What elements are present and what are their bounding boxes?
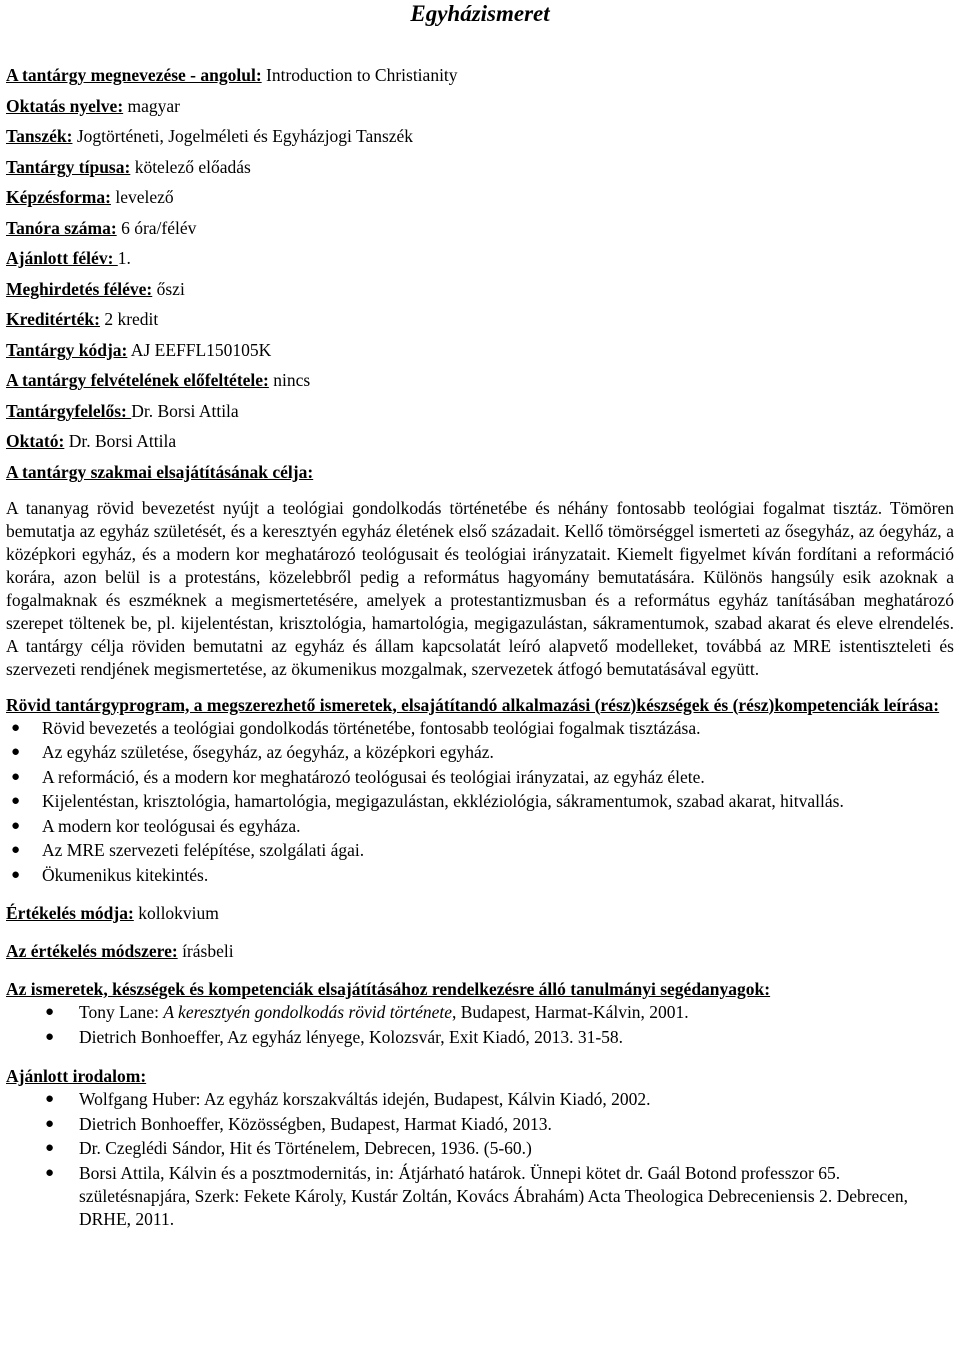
- list-item: ● A modern kor teológusai és egyháza.: [11, 815, 301, 836]
- list-item: ● Tony Lane: A keresztyén gondolkodás rövid története, Budapest, Harmat-Kálvin, 2001.: [45, 1002, 689, 1022]
- goal-heading: A tantárgy szakmai elsajátításának célja:: [6, 461, 314, 482]
- field-value: Dr. Borsi Attila: [131, 400, 239, 421]
- document-title: Egyházismeret: [410, 1, 550, 26]
- bullet-icon: ●: [45, 1091, 55, 1107]
- list-item: ● Wolfgang Huber: Az egyház korszakváltás idején, Budapest, Kálvin Kiadó, 2002.: [45, 1089, 651, 1109]
- field-course-code: [6, 339, 954, 362]
- list-item: ● Borsi Attila, Kálvin és a posztmodernitás, in: Átjárható határok. Ünnepi kötet dr. Gaál Botond professzor 65. születésnapjára, Szerk: Fekete Károly, Kustár Zoltán, Kovács Ábrahám) Acta Theologica Debreceniensis 2. Debrecen, DRHE, 2011.: [45, 1162, 908, 1229]
- evaluation-method-line: [6, 940, 954, 963]
- field-label: Tantárgy típusa:: [6, 156, 131, 177]
- field-value: magyar: [123, 95, 181, 116]
- bullet-icon: ●: [45, 1115, 55, 1132]
- list-item: ● Dietrich Bonhoeffer, Közösségben, Budapest, Harmat Kiadó, 2013.: [45, 1113, 552, 1134]
- field-recommended-semester: [6, 247, 954, 270]
- field-value: kötelező előadás: [130, 156, 251, 177]
- bullet-icon: ●: [11, 817, 21, 834]
- evaluation-method-value: írásbeli: [177, 941, 234, 961]
- field-label: Kreditérték:: [6, 309, 100, 329]
- field-label: A tantárgy megnevezése - angolul:: [6, 65, 262, 85]
- field-training-form: [6, 186, 954, 209]
- bullet-icon: ●: [45, 1004, 55, 1020]
- materials-heading: Az ismeretek, készségek és kompetenciák elsajátításához rendelkezésre álló tanulmányi segédanyagok:: [6, 979, 771, 999]
- field-label: Tantárgy kódja:: [6, 339, 128, 360]
- field-label: Tanszék:: [6, 126, 73, 146]
- bullet-icon: ●: [45, 1164, 55, 1181]
- bullet-icon: ●: [11, 768, 21, 785]
- field-label: Tantárgyfelelős:: [6, 400, 132, 421]
- evaluation-value: kollokvium: [133, 903, 219, 923]
- materials-list: [6, 1001, 954, 1049]
- list-item: ● Az egyház születése, ősegyház, az óegyház, a középkori egyház.: [11, 742, 494, 762]
- field-label: Oktatás nyelve:: [6, 95, 124, 116]
- spacer: [6, 963, 954, 978]
- field-value: Jogtörténeti, Jogelméleti és Egyházjogi Tanszék: [72, 126, 414, 146]
- spacer: [6, 888, 954, 902]
- field-value: 1.: [117, 248, 131, 268]
- field-course-type: [6, 156, 954, 179]
- field-department: [6, 125, 954, 148]
- field-announcement-semester: [6, 278, 954, 301]
- field-value: Introduction to Christianity: [261, 65, 458, 85]
- field-value: nincs: [268, 370, 311, 390]
- bullet-icon: ●: [11, 793, 21, 809]
- list-item: ● A reformáció, és a modern kor meghatározó teológusai és teológiai irányzatai, az egyház élete.: [11, 766, 705, 787]
- spacer: [6, 484, 954, 497]
- list-item: ● Dr. Czeglédi Sándor, Hit és Történelem, Debrecen, 1936. (5-60.): [45, 1138, 532, 1158]
- field-label: Ajánlott félév:: [6, 248, 118, 268]
- field-english-name: [6, 64, 954, 87]
- field-responsible: [6, 400, 954, 423]
- field-lesson-count: [6, 217, 954, 240]
- evaluation-label: Értékelés módja:: [6, 903, 134, 923]
- literature-list: [6, 1088, 954, 1231]
- literature-heading: Ajánlott irodalom:: [6, 1066, 147, 1086]
- field-label: Tanóra száma:: [6, 217, 117, 238]
- field-credit: [6, 308, 954, 331]
- field-value: 2 kredit: [99, 309, 159, 329]
- field-value: AJ EEFFL150105K: [127, 339, 272, 360]
- spacer: [6, 925, 954, 940]
- bullet-icon: ●: [11, 866, 21, 883]
- list-item: ● Ökumenikus kitekintés.: [11, 864, 209, 885]
- bullet-icon: ●: [11, 744, 21, 760]
- bullet-icon: ●: [45, 1140, 55, 1156]
- book-title: A keresztyén gondolkodás rövid története: [163, 1002, 452, 1022]
- field-label: Meghirdetés féléve:: [6, 278, 153, 299]
- field-label: A tantárgy felvételének előfeltétele:: [6, 370, 269, 390]
- field-value: őszi: [152, 278, 185, 299]
- field-instructor: [6, 430, 954, 453]
- list-item: ● Az MRE szervezeti felépítése, szolgálati ágai.: [11, 840, 365, 860]
- field-value: levelező: [110, 187, 174, 207]
- field-prerequisite: [6, 369, 954, 392]
- list-item: ● Rövid bevezetés a teológiai gondolkodás történetébe, fontosabb teológiai fogalmak tisztázása.: [11, 717, 701, 738]
- bullet-icon: ●: [11, 719, 21, 736]
- field-value: Dr. Borsi Attila: [64, 431, 177, 451]
- evaluation-method-label: Az értékelés módszere:: [6, 941, 178, 961]
- goal-text: A tananyag rövid bevezetést nyújt a teológiai gondolkodás történetébe és néhány fontosabb teológiai fogalmat tisztáz. Tömören bemutatja az egyház születését, és a keresztyén egyház életének első századait. Kellő tömörséggel ismerteti az ősegyház, az óegyház, a középkori egyház, és a modern kor meghatározó teológusait és teológiai irányzatait. Kiemelt figyelmet kíván fordítani a reformáció korára, azon belül is a protestáns, közelebbről pedig a református hagyomány bemutatására. Különös hangsúly esik azoknak a fogalmaknak és eszméknek a megismertetésére, amelyek a protestantizmusban és a református egyház tanításában meghatározó szerepet töltenek be, pl. kijelentéstan, krisztológia, hamartológia, megigazulástan, sákramentumok, szabad akarat és eleve elrendelés. A tantárgy célja röviden bemutatni az egyház és állam kapcsolatát leíró alapvető modelleket, továbbá az MRE istentiszteleti és szervezeti rendjének megismertetése, az ökumenikus mozgalmak, szervezetek átfogó bemutatásával együtt.: [6, 497, 954, 679]
- field-label: Oktató:: [6, 431, 65, 451]
- program-heading: Rövid tantárgyprogram, a megszerezhető ismeretek, elsajátítandó alkalmazási (rész)készségek és (rész)kompetenciák leírása:: [6, 694, 940, 715]
- field-label: Képzésforma:: [6, 187, 111, 207]
- field-value: 6 óra/félév: [116, 217, 197, 238]
- bullet-icon: ●: [45, 1028, 55, 1045]
- evaluation-line: [6, 902, 954, 925]
- bullet-icon: ●: [11, 842, 21, 858]
- list-item: ● Kijelentéstan, krisztológia, hamartológia, megigazulástan, ekkléziológia, sákramentumok, szabad akarat, hitvallás.: [11, 791, 844, 811]
- spacer: [6, 1050, 954, 1065]
- spacer: [6, 681, 954, 694]
- field-language: [6, 95, 954, 118]
- list-item: ● Dietrich Bonhoeffer, Az egyház lényege, Kolozsvár, Exit Kiadó, 2013. 31-58.: [45, 1026, 624, 1047]
- program-list: [6, 717, 954, 887]
